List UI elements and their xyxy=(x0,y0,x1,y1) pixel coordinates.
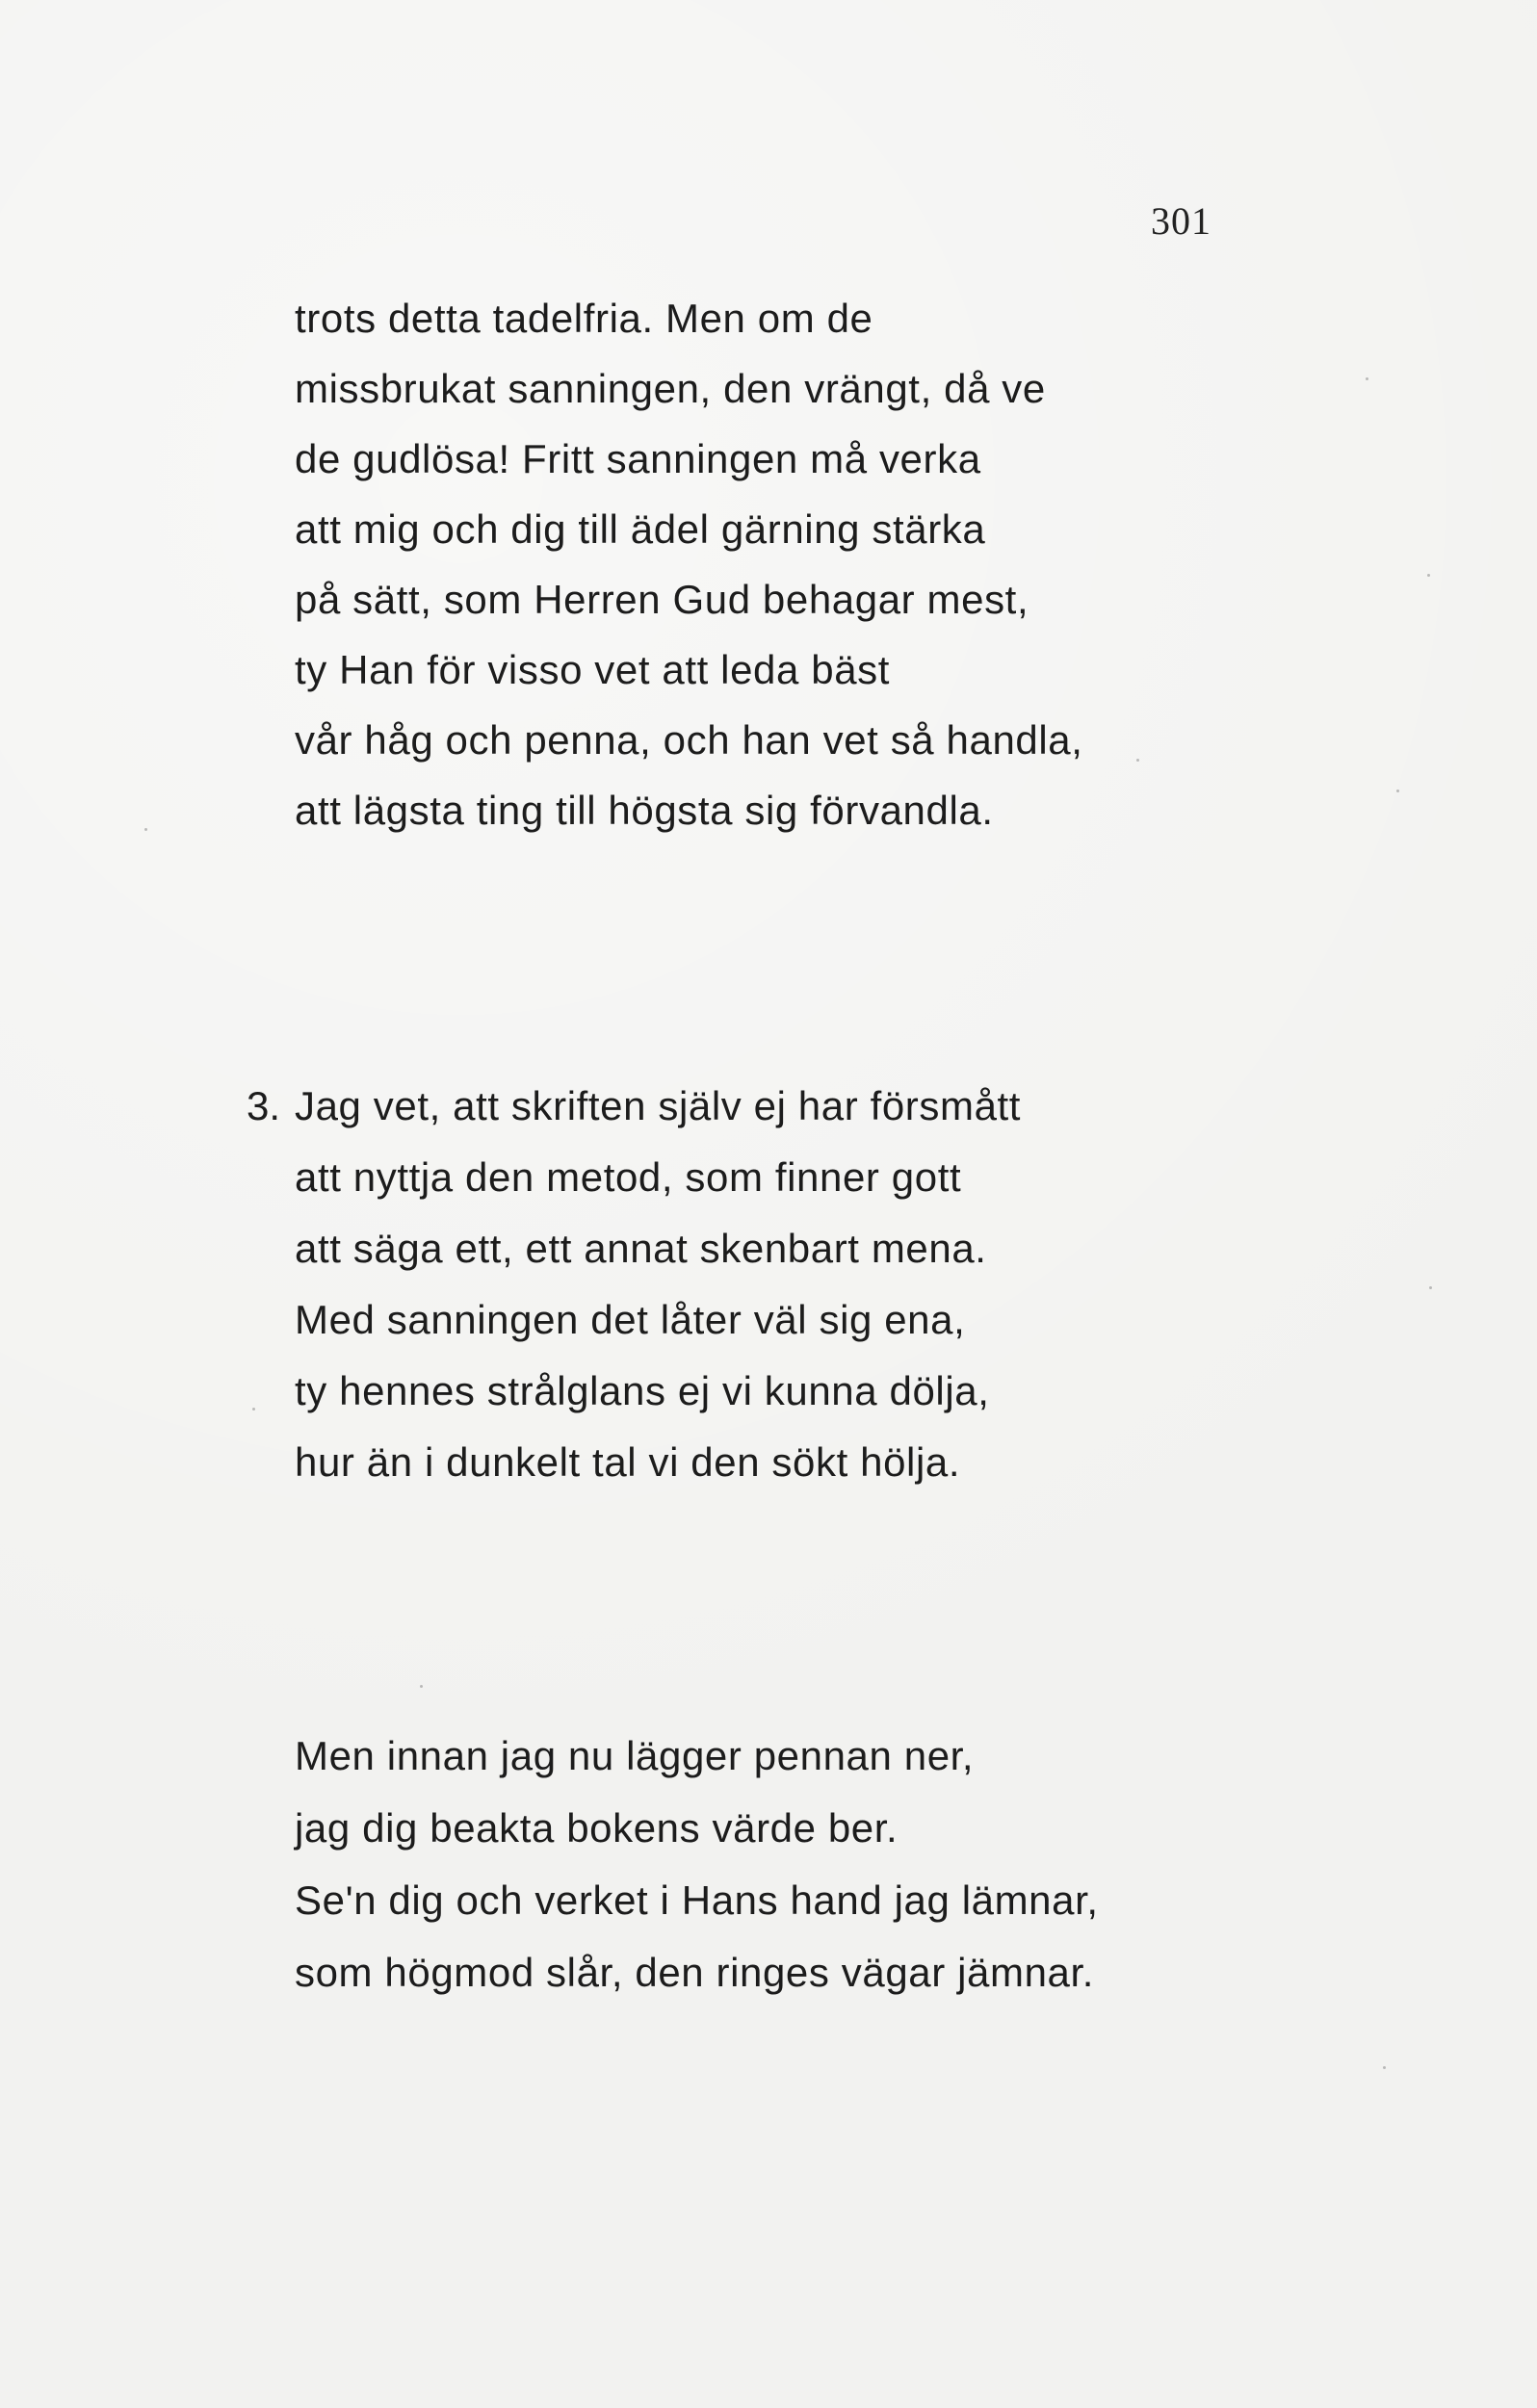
verse-line: Jag vet, att skriften själv ej har försmått xyxy=(295,1083,1022,1128)
verse-line: att mig och dig till ädel gärning stärka xyxy=(295,506,986,552)
verse-line: att säga ett, ett annat skenbart mena. xyxy=(295,1226,987,1271)
verse-line: att nyttja den metod, som finner gott xyxy=(295,1154,962,1200)
scan-speck xyxy=(1396,790,1399,792)
verse-line: att lägsta ting till högsta sig förvandla. xyxy=(295,788,994,833)
scan-speck xyxy=(1427,574,1430,577)
verse-line: jag dig beakta bokens värde ber. xyxy=(295,1805,899,1851)
scan-speck xyxy=(252,1408,255,1411)
verse-line: ty Han för visso vet att leda bäst xyxy=(295,647,891,692)
stanza-1 xyxy=(295,283,1258,845)
scan-speck xyxy=(1366,377,1368,380)
stanza-3 xyxy=(295,1720,1258,2008)
verse-line: Med sanningen det låter väl sig ena, xyxy=(295,1297,966,1342)
scan-speck xyxy=(1136,759,1139,762)
scan-speck xyxy=(420,1685,423,1688)
verse-line: Se'n dig och verket i Hans hand jag lämnar, xyxy=(295,1877,1099,1923)
scan-speck xyxy=(1383,2066,1386,2069)
verse-line: missbrukat sanningen, den vrängt, då ve xyxy=(295,366,1046,411)
verse-line: trots detta tadelfria. Men om de xyxy=(295,296,873,341)
verse-line: hur än i dunkelt tal vi den sökt hölja. xyxy=(295,1439,961,1485)
page-number: 301 xyxy=(1151,199,1211,243)
scan-speck xyxy=(1429,1286,1432,1289)
verse-line: vår håg och penna, och han vet så handla, xyxy=(295,717,1083,763)
verse-line: som högmod slår, den ringes vägar jämnar. xyxy=(295,1950,1095,1995)
stanza-number: 3. xyxy=(247,1083,281,1128)
scan-speck xyxy=(144,828,147,831)
verse-line: de gudlösa! Fritt sanningen må verka xyxy=(295,436,981,481)
verse-line: på sätt, som Herren Gud behagar mest, xyxy=(295,577,1029,622)
stanza-2 xyxy=(247,1071,1258,1498)
verse-line: Men innan jag nu lägger pennan ner, xyxy=(295,1733,975,1778)
verse-line: ty hennes strålglans ej vi kunna dölja, xyxy=(295,1368,990,1413)
